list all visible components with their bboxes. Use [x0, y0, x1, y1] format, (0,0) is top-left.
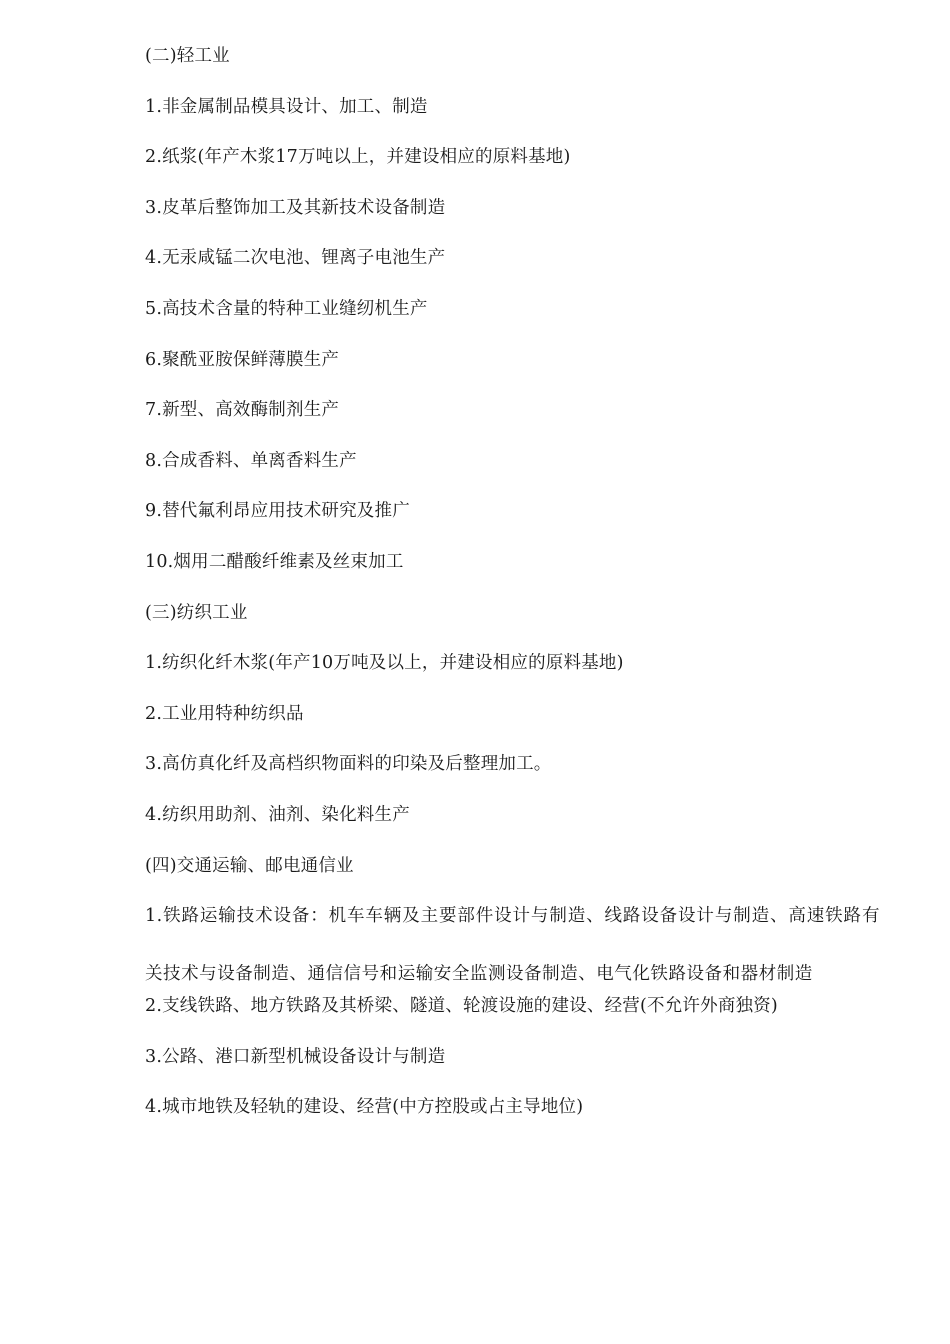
- list-item: 5.高技术含量的特种工业缝纫机生产: [145, 298, 428, 319]
- list-item: 1.非金属制品模具设计、加工、制造: [145, 96, 428, 117]
- list-item: 4.无汞咸锰二次电池、锂离子电池生产: [145, 248, 446, 269]
- document-body: [145, 44, 880, 1146]
- list-item: 10.烟用二醋酸纤维素及丝束加工: [145, 551, 404, 572]
- list-item: 4.城市地铁及轻轨的建设、经营(中方控股或占主导地位): [145, 1097, 584, 1118]
- list-item: 3.公路、港口新型机械设备设计与制造: [145, 1046, 446, 1067]
- list-item: 8.合成香料、单离香料生产: [145, 450, 357, 471]
- list-item: 3.皮革后整饰加工及其新技术设备制造: [145, 197, 446, 218]
- list-item: 6.聚酰亚胺保鲜薄膜生产: [145, 349, 340, 370]
- list-item: 2.支线铁路、地方铁路及其桥梁、隧道、轮渡设施的建设、经营(不允许外商独资): [145, 996, 778, 1017]
- section-heading-textile-industry: (三)纺织工业: [145, 602, 248, 623]
- list-item: 1.纺织化纤木浆(年产10万吨及以上，并建设相应的原料基地): [145, 653, 624, 674]
- list-item: 2.纸浆(年产木浆17万吨以上，并建设相应的原料基地): [145, 147, 571, 168]
- list-item-railway-equipment: 1.铁路运输技术设备：机车车辆及主要部件设计与制造、线路设备设计与制造、高速铁路有关技术与设备制造、通信信号和运输安全监测设备制造、电气化铁路设备和器材制造: [145, 906, 880, 985]
- list-item: 2.工业用特种纺织品: [145, 703, 304, 724]
- list-item: 3.高仿真化纤及高档织物面料的印染及后整理加工。: [145, 754, 552, 775]
- list-item: 4.纺织用助剂、油剂、染化料生产: [145, 804, 410, 825]
- list-item: 9.替代氟利昂应用技术研究及推广: [145, 501, 410, 522]
- list-item: 7.新型、高效酶制剂生产: [145, 400, 340, 421]
- section-heading-transport-telecom: (四)交通运输、邮电通信业: [145, 855, 354, 876]
- section-heading-light-industry: (二)轻工业: [145, 46, 230, 66]
